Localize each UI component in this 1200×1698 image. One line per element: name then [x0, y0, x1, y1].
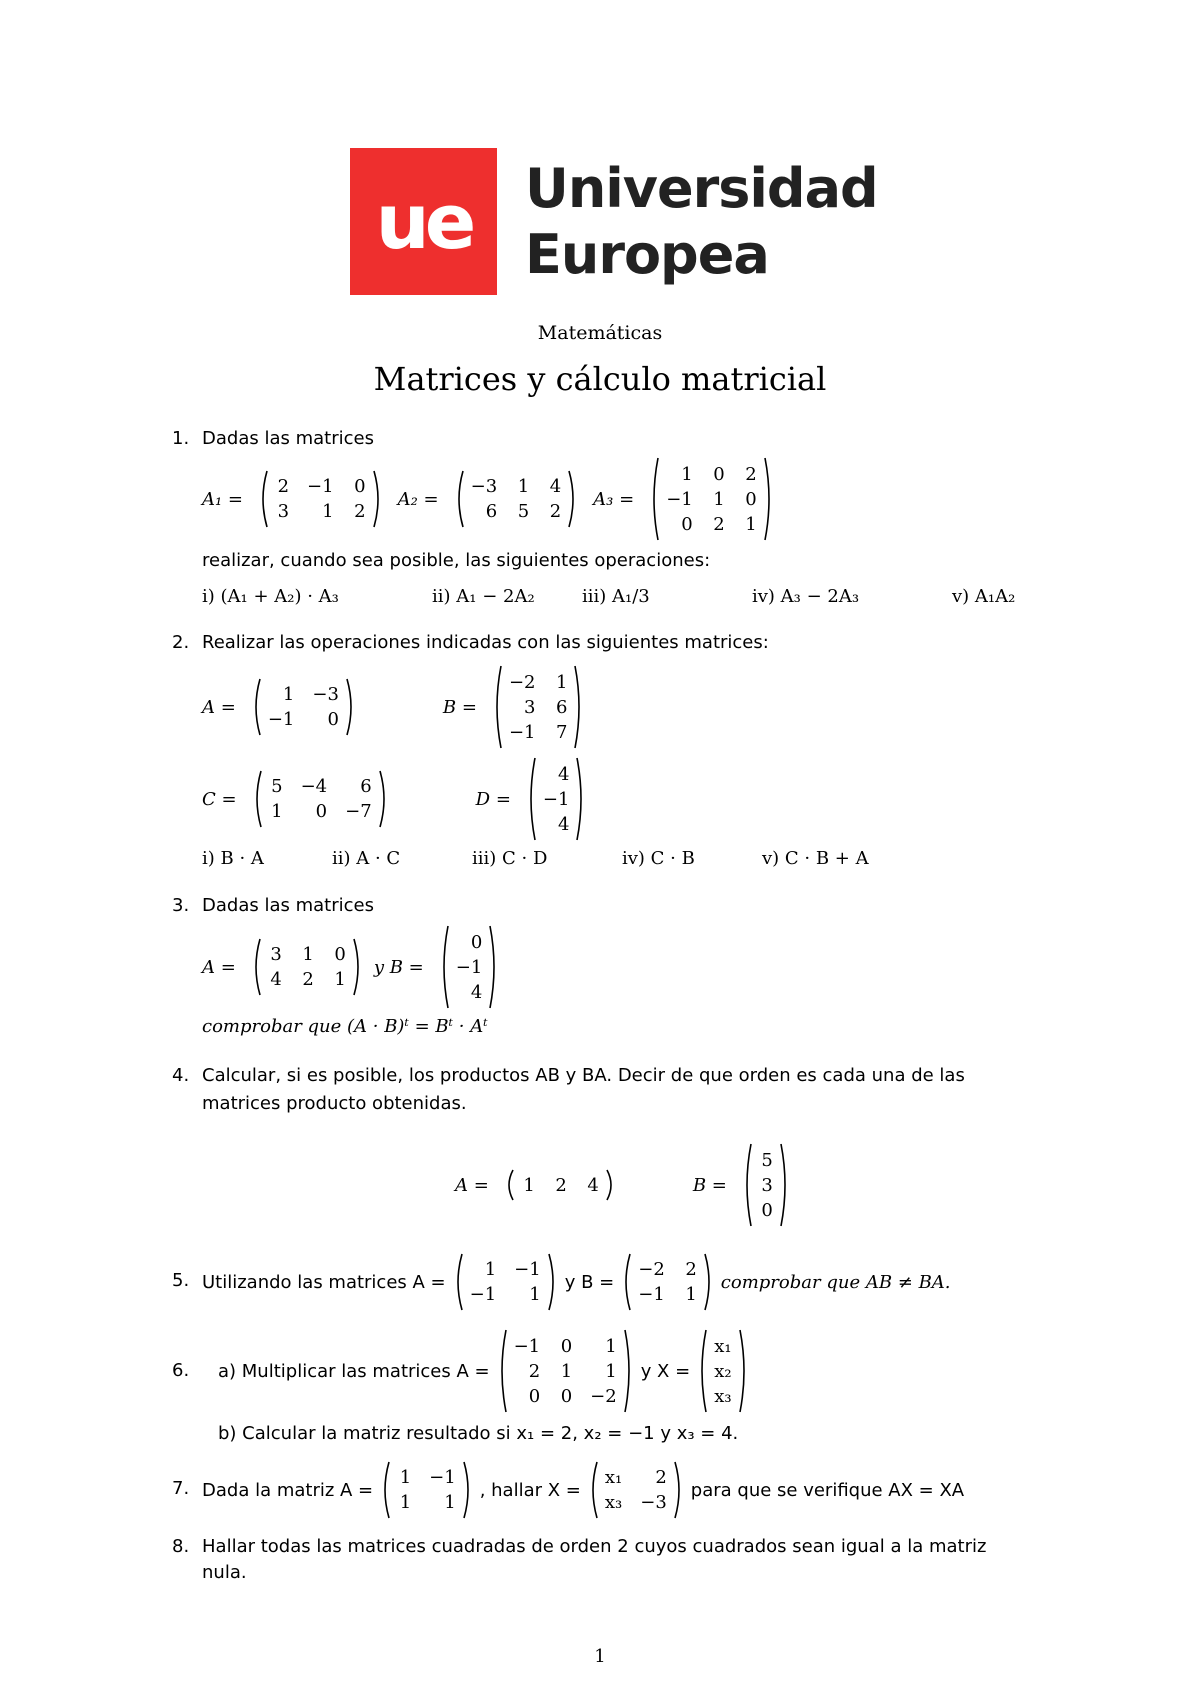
- matrix-cell: 4: [549, 476, 562, 497]
- matrix-cell: x₃: [604, 1492, 623, 1513]
- matrix-cell: 3: [761, 1174, 773, 1196]
- matrix-cell: 1: [322, 501, 334, 522]
- matrix-cell: 7: [556, 721, 568, 743]
- problem-6-number: 6.: [172, 1360, 190, 1381]
- matrix-cell: 0: [713, 463, 725, 485]
- matrix-cell: 2: [655, 1467, 667, 1488]
- problem-4-line2: matrices producto obtenidas.: [202, 1093, 467, 1114]
- problem-3-number: 3.: [172, 895, 190, 916]
- matrix-cell: −3: [470, 476, 498, 497]
- matrix-cell: 4: [558, 763, 570, 785]
- matrix-A: [496, 1328, 635, 1414]
- matrix-cell: −2: [508, 671, 536, 693]
- matrix-cell: 6: [556, 696, 568, 718]
- matrix-cell: 1: [444, 1492, 456, 1513]
- problem-6a-line: a) Multiplicar las matrices A = −1 0 1 2 1 1 0 0 −2 y X = x₁ x₂ x₃: [218, 1328, 756, 1414]
- matrix-cell: 2: [302, 969, 314, 990]
- problem-7-line: Dada la matriz A = 1 −1 1 1 , hallar X = x₁ 2 x₃ −3 para que se verifique AX = XA: [202, 1460, 964, 1520]
- matrix-B: [620, 1252, 715, 1312]
- logo-mark: ue: [350, 148, 497, 295]
- matrix-cell: 1: [523, 1174, 535, 1196]
- matrix-cell: 2: [555, 1174, 567, 1196]
- matrix-cell: 1: [560, 1360, 573, 1382]
- matrix-cell: −1: [542, 788, 570, 810]
- problem-2-matrices-ab: A = 1 −3 −1 0 B = −2 1 3 6 −1 7: [202, 664, 591, 750]
- matrix-cell: 1: [556, 671, 568, 693]
- problem-2-intro: Realizar las operaciones indicadas con las siguientes matrices:: [202, 632, 769, 653]
- problem-5-number: 5.: [172, 1270, 190, 1291]
- matrix-cell: 0: [560, 1335, 573, 1357]
- matrix-X: [587, 1460, 685, 1520]
- matrix-cell: 0: [334, 944, 346, 965]
- problem-5-line: Utilizando las matrices A = 1 −1 −1 1 y B = −2 2 −1 1 comprobar que AB ≠ BA.: [202, 1252, 951, 1312]
- matrix-D: [525, 756, 588, 842]
- matrix-cell: 1: [685, 1284, 697, 1305]
- problem-2-operations: i) B · A ii) A · C iii) C · D iv) C · B v) C · B + A: [202, 848, 869, 869]
- matrix-cell: 5: [271, 776, 283, 797]
- matrix-cell: 1: [399, 1492, 412, 1513]
- problem-1-number: 1.: [172, 428, 190, 449]
- problem-8-line2: nula.: [202, 1562, 247, 1583]
- matrix-cell: x₁: [604, 1467, 623, 1488]
- matrix-cell: 1: [302, 944, 314, 965]
- logo-wordmark: Universidad Europea: [525, 156, 878, 286]
- matrix-cell: 3: [270, 944, 282, 965]
- matrix-cell: 1: [271, 801, 283, 822]
- matrix-cell: −1: [508, 721, 536, 743]
- matrix-cell: −1: [307, 476, 334, 497]
- matrix-X: [696, 1328, 749, 1414]
- matrix-cell: 1: [282, 684, 295, 705]
- matrix-cell: 6: [360, 776, 372, 797]
- matrix-cell: 2: [549, 501, 562, 522]
- matrix-cell: 0: [470, 931, 483, 953]
- matrix-cell: 2: [745, 463, 757, 485]
- matrix-A: [379, 1460, 474, 1520]
- matrix-B: [438, 924, 501, 1010]
- matrix-cell: 4: [558, 813, 570, 835]
- matrix-cell: −1: [514, 1259, 541, 1280]
- matrix-cell: −1: [429, 1467, 456, 1488]
- problem-4-matrices: A = 1 2 4 B = 5 3 0: [455, 1142, 797, 1228]
- matrix-cell: −4: [300, 776, 328, 797]
- matrix-cell: 4: [270, 969, 282, 990]
- matrix-C: [251, 769, 390, 829]
- problem-3-check: comprobar que (A · B)ᵗ = Bᵗ · Aᵗ: [202, 1016, 488, 1037]
- matrix-cell: 2: [354, 501, 366, 522]
- matrix-cell: 0: [327, 709, 339, 730]
- problem-8-line1: Hallar todas las matrices cuadradas de orden 2 cuyos cuadrados sean igual a la matriz: [202, 1536, 987, 1557]
- matrix-B-col: [741, 1142, 791, 1228]
- problem-1-matrices: A₁ = 2 −1 0 3 1 2 A₂ = −3 1 4 6 5 2 A₃ = 1 0 2 −1 1 0 0 2 1: [202, 456, 781, 542]
- matrix-cell: x₂: [714, 1360, 732, 1382]
- matrix-cell: 6: [485, 501, 498, 522]
- matrix-cell: 2: [528, 1360, 541, 1382]
- problem-2-number: 2.: [172, 632, 190, 653]
- matrix-cell: 2: [277, 476, 290, 497]
- subject-heading: Matemáticas: [537, 322, 663, 344]
- matrix-cell: −3: [312, 684, 339, 705]
- matrix-cell: 0: [315, 801, 328, 822]
- problem-1-after: realizar, cuando sea posible, las siguientes operaciones:: [202, 550, 711, 571]
- matrix-cell: 1: [529, 1284, 541, 1305]
- matrix-cell: 1: [484, 1259, 497, 1280]
- matrix-cell: −1: [638, 1284, 665, 1305]
- matrix-cell: 5: [517, 501, 530, 522]
- matrix-cell: x₃: [714, 1385, 732, 1407]
- matrix-cell: 3: [277, 501, 290, 522]
- matrix-cell: x₁: [714, 1335, 732, 1357]
- problem-3-matrices: A = 3 1 0 4 2 1 y B = 0 −1 4: [202, 924, 506, 1010]
- matrix-cell: 1: [605, 1360, 617, 1382]
- matrix-cell: 1: [605, 1335, 617, 1357]
- matrix-A: [250, 937, 364, 997]
- matrix-cell: 1: [399, 1467, 412, 1488]
- matrix-cell: 1: [745, 513, 757, 535]
- matrix-cell: −1: [666, 488, 693, 510]
- problem-2-matrices-cd: C = 5 −4 6 1 0 −7 D = 4 −1 4: [202, 756, 593, 842]
- matrix-cell: 0: [560, 1385, 573, 1407]
- matrix-cell: 3: [524, 696, 536, 718]
- matrix-cell: −1: [267, 709, 295, 730]
- matrix-cell: 1: [517, 476, 530, 497]
- matrix-cell: 1: [713, 488, 725, 510]
- matrix-cell: 2: [713, 513, 725, 535]
- matrix-cell: 4: [470, 981, 483, 1003]
- page-title: Matrices y cálculo matricial: [373, 360, 827, 398]
- matrix-cell: 1: [681, 463, 693, 485]
- matrix-cell: −1: [513, 1335, 541, 1357]
- matrix-cell: −3: [640, 1492, 667, 1513]
- matrix-cell: 4: [587, 1174, 599, 1196]
- matrix-A-row: [503, 1168, 617, 1202]
- matrix-cell: 0: [528, 1385, 541, 1407]
- matrix-cell: 1: [334, 969, 346, 990]
- matrix-B: [491, 664, 586, 750]
- matrix-cell: −1: [469, 1284, 497, 1305]
- matrix-A3: [648, 456, 775, 542]
- matrix-cell: 0: [681, 513, 693, 535]
- page-number: 1: [594, 1646, 606, 1667]
- matrix-cell: 5: [761, 1149, 773, 1171]
- university-logo: [350, 148, 878, 295]
- matrix-A2: [453, 469, 580, 529]
- problem-7-number: 7.: [172, 1478, 190, 1499]
- problem-4-line1: Calcular, si es posible, los productos AB y BA. Decir de que orden es cada una de las: [202, 1065, 965, 1086]
- matrix-cell: −7: [345, 801, 372, 822]
- matrix-A1: [257, 469, 384, 529]
- matrix-cell: 0: [745, 488, 757, 510]
- matrix-cell: −2: [590, 1385, 617, 1407]
- matrix-A: [452, 1252, 559, 1312]
- matrix-A: [250, 677, 357, 737]
- problem-1-operations: i) (A₁ + A₂) · A₃ ii) A₁ − 2A₂ iii) A₁/3 iv) A₃ − 2A₃ v) A₁A₂: [202, 586, 1016, 607]
- matrix-cell: −2: [638, 1259, 665, 1280]
- problem-3-intro: Dadas las matrices: [202, 895, 374, 916]
- matrix-cell: 2: [685, 1259, 697, 1280]
- matrix-cell: 0: [354, 476, 366, 497]
- matrix-cell: −1: [455, 956, 483, 978]
- matrix-cell: 0: [761, 1199, 773, 1221]
- problem-6b-line: b) Calcular la matriz resultado si x₁ = 2, x₂ = −1 y x₃ = 4.: [218, 1423, 739, 1444]
- problem-1-intro: Dadas las matrices: [202, 428, 374, 449]
- problem-4-number: 4.: [172, 1065, 190, 1086]
- problem-8-number: 8.: [172, 1536, 190, 1557]
